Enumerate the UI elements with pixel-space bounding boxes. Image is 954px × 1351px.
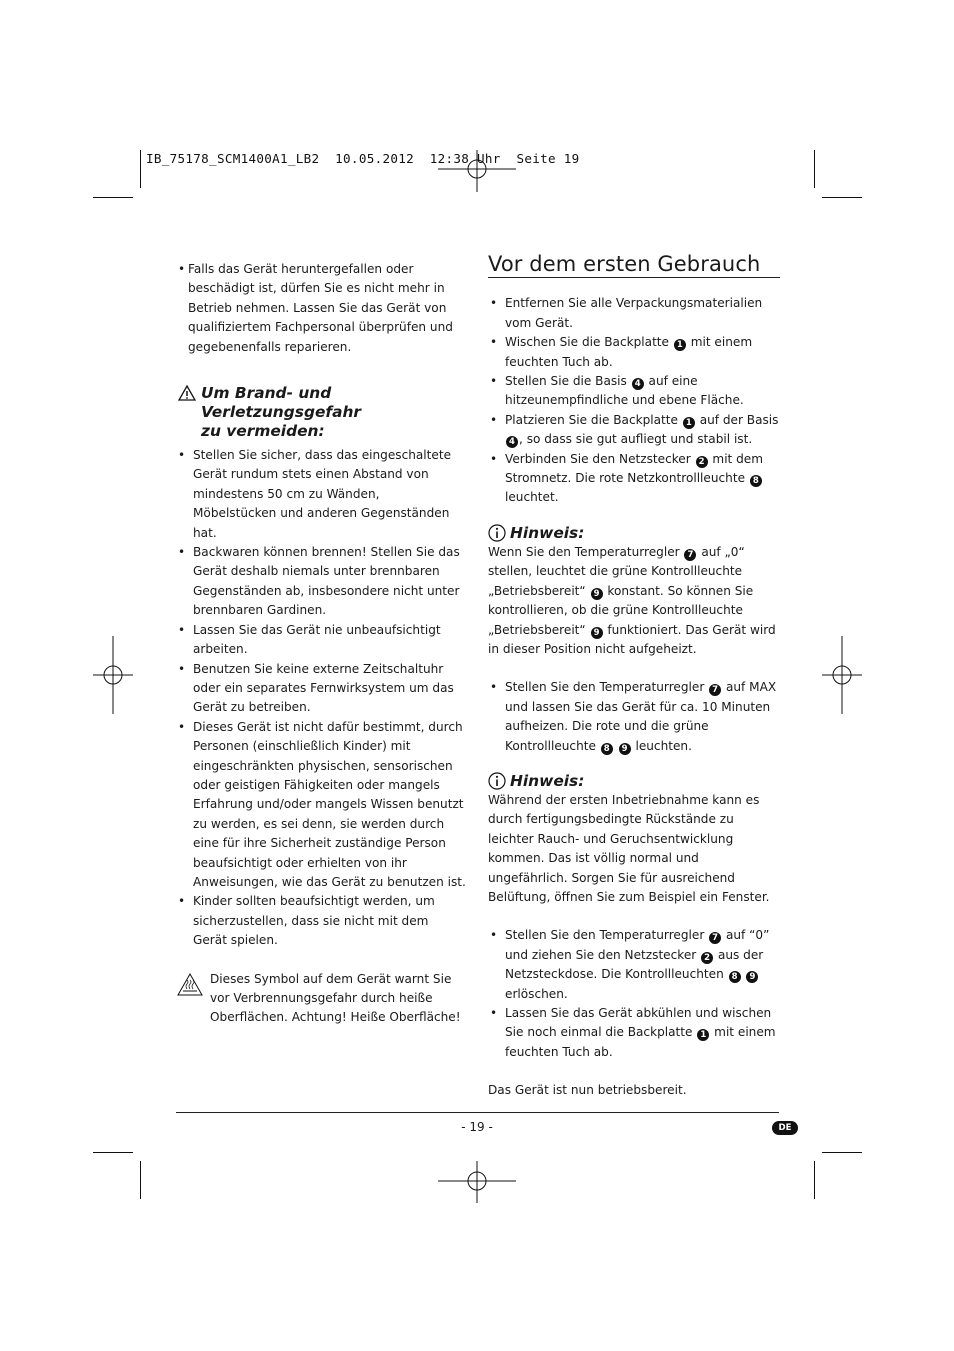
list-item: • Lassen Sie das Gerät nie unbeaufsichtigt arbeiten.: [176, 621, 466, 660]
list-item: • Platzieren Sie die Backplatte 1 auf der Basis 4 , so dass sie gut aufliegt und stabil ist.: [488, 411, 780, 450]
list-item: • Benutzen Sie keine externe Zeitschaltuhr oder ein separates Fernwirksystem um das Gerät zu betreiben.: [176, 660, 466, 718]
warning-icon: [178, 385, 196, 401]
page-title: Vor dem ersten Gebrauch: [488, 255, 780, 278]
number-badge: 8: [601, 743, 613, 755]
number-badge: 4: [632, 378, 644, 390]
list-item: • Falls das Gerät heruntergefallen oder beschädigt ist, dürfen Sie es nicht mehr in Betrieb nehmen. Lassen Sie das Gerät von qualifiziertem Fachpersonal überprüfen und gegebenenfalls reparieren.: [176, 260, 466, 357]
hint-text: Wenn Sie den Temperaturregler 7 auf „0“ stellen, leuchtet die grüne Kontrollleuchte „Betriebsbereit“ 9 konstant. So können Sie kontrollieren, ob die grüne Kontrollleuchte „Betriebsbereit“ 9 funktioniert. Das Gerät wird in dieser Position nicht aufgeheizt.: [488, 544, 776, 656]
number-badge: 8: [750, 475, 762, 487]
number-badge: 8: [729, 971, 741, 983]
registration-mark-bottom: [438, 1161, 516, 1203]
left-column: [176, 260, 466, 1028]
hint-heading: Hinweis:: [488, 772, 780, 791]
list-item: • Stellen Sie den Temperaturregler 7 auf MAX und lassen Sie das Gerät für ca. 10 Minuten aufheizen. Die rote und die grüne Kontrollleuchte 8 9 leuchten.: [488, 678, 780, 756]
number-badge: 7: [684, 549, 696, 561]
list-item: • Backwaren können brennen! Stellen Sie das Gerät deshalb niemals unter brennbaren Gegenständen ab, insbesondere nicht unter brennbaren Gardinen.: [176, 543, 466, 621]
registration-mark-right: [822, 636, 862, 714]
safety-list: [176, 446, 466, 951]
hot-surface-text: Dieses Symbol auf dem Gerät warnt Sie vor Verbrennungsgefahr durch heiße Oberflächen. Achtung! Heiße Oberfläche!: [210, 971, 461, 1025]
number-badge: 7: [709, 684, 721, 696]
number-badge: 4: [506, 436, 518, 448]
number-badge: 9: [591, 588, 603, 600]
list-item: • Dieses Gerät ist nicht dafür bestimmt, durch Personen (einschließlich Kinder) mit eingeschränkten physischen, sensorischen oder geistigen Fähigkeiten oder mangels Erfahrung und/oder mangels Wissen benutzt zu werden, es sei denn, sie werden durch eine für ihre Sicherheit zuständige Person beaufsichtigt oder erhielten von ihr Anweisungen, wie das Gerät zu benutzen ist.: [176, 718, 466, 893]
info-icon: [488, 524, 506, 542]
hint-text: Während der ersten Inbetriebnahme kann es durch fertigungsbedingte Rückstände zu leichter Rauch- und Geruchsentwicklung kommen. Das ist völlig normal und ungefährlich. Sorgen Sie für ausreichend Belüftung, öffnen Sie zum Beispiel ein Fenster.: [488, 792, 770, 904]
section-heading: [176, 384, 466, 441]
list-item: • Lassen Sie das Gerät abkühlen und wischen Sie noch einmal die Backplatte 1 mit einem feuchten Tuch ab.: [488, 1004, 780, 1062]
right-column: [488, 252, 780, 1101]
registration-mark-top: [438, 150, 516, 192]
number-badge: 7: [709, 932, 721, 944]
number-badge: 2: [701, 952, 713, 964]
heat-list: [488, 678, 780, 756]
registration-mark-left: [93, 636, 133, 714]
hot-surface-icon: [176, 972, 204, 998]
section-title-line1: Um Brand- und Verletzungsgefahr: [201, 384, 362, 422]
number-badge: 9: [619, 743, 631, 755]
hot-surface-note: [176, 970, 466, 1028]
finish-list: [488, 926, 780, 1062]
list-item: • Stellen Sie sicher, dass das eingeschaltete Gerät rundum stets einen Abstand von mindestens 50 cm zu Wänden, Möbelstücken und anderen Gegenständen hat.: [176, 446, 466, 543]
closing-text: Das Gerät ist nun betriebsbereit.: [488, 1083, 687, 1098]
info-icon: [488, 772, 506, 790]
hint-heading: Hinweis:: [488, 524, 780, 543]
list-item: • Stellen Sie den Temperaturregler 7 auf “0” und ziehen Sie den Netzstecker 2 aus der Netzsteckdose. Die Kontrollleuchten 8 9 erlöschen.: [488, 926, 780, 1004]
number-badge: 9: [591, 627, 603, 639]
page-number: - 19 -: [461, 1120, 493, 1134]
section-title-line2: zu vermeiden:: [201, 422, 325, 441]
print-slug: IB_75178_SCM1400A1_LB2 10.05.2012 12:38 Uhr Seite 19: [146, 151, 580, 166]
number-badge: 1: [674, 339, 686, 351]
intro-list: [176, 260, 466, 357]
list-item: • Kinder sollten beaufsichtigt werden, um sicherzustellen, dass sie nicht mit dem Gerät spielen.: [176, 892, 466, 950]
list-item: • Stellen Sie die Basis 4 auf eine hitzeunempfindliche und ebene Fläche.: [488, 372, 780, 411]
list-item: • Verbinden Sie den Netzstecker 2 mit dem Stromnetz. Die rote Netzkontrollleuchte 8 leuchtet.: [488, 450, 780, 508]
number-badge: 9: [746, 971, 758, 983]
number-badge: 1: [697, 1029, 709, 1041]
footer-rule: [176, 1112, 779, 1113]
number-badge: 2: [696, 456, 708, 468]
list-item: • Wischen Sie die Backplatte 1 mit einem feuchten Tuch ab.: [488, 333, 780, 372]
language-badge: DE: [772, 1121, 798, 1135]
list-item: • Entfernen Sie alle Verpackungsmaterialien vom Gerät.: [488, 294, 780, 333]
first-use-list: [488, 294, 780, 507]
number-badge: 1: [683, 417, 695, 429]
